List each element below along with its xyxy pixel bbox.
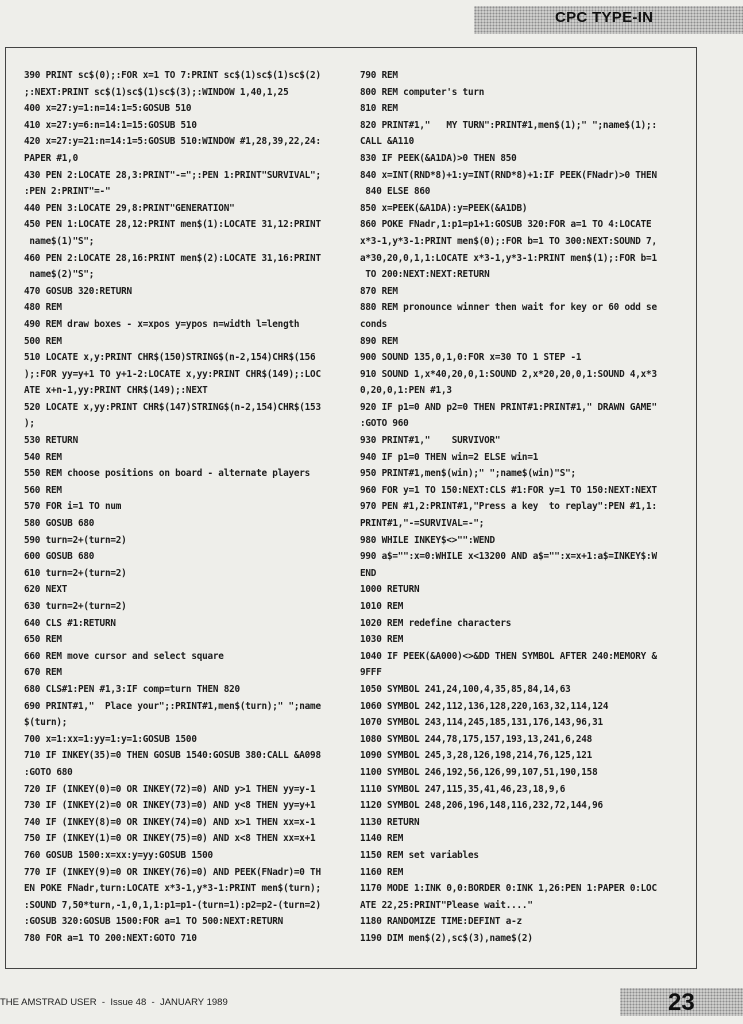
code-line: 680 CLS#1:PEN #1,3:IF comp=turn THEN 820 [24, 683, 240, 695]
code-line: ATE 22,25:PRINT"Please wait...." [360, 899, 533, 911]
code-line: 1140 REM [360, 833, 404, 845]
code-line: 500 REM [24, 335, 62, 347]
code-line: 970 PEN #1,2:PRINT#1,"Press a key to replay":PEN #1,1: [360, 501, 657, 513]
code-line: 520 LOCATE x,yy:PRINT CHR$(147)STRING$(n-2,154)CHR$(153 [24, 401, 321, 413]
code-line: 390 PRINT sc$(0);:FOR x=1 TO 7:PRINT sc$(1)sc$(1)sc$(2) [24, 70, 321, 81]
code-line: ATE x+n-1,yy:PRINT CHR$(149);:NEXT [24, 385, 208, 397]
code-line: 640 CLS #1:RETURN [24, 617, 116, 629]
code-line: 760 GOSUB 1500:x=xx:y=yy:GOSUB 1500 [24, 849, 213, 861]
code-line: name$(1)"S"; [24, 235, 95, 247]
code-line: 550 REM choose positions on board - alternate players [24, 468, 311, 480]
code-line: 950 PRINT#1,men$(win);" ";name$(win)"S"; [360, 468, 576, 480]
code-line: 790 REM [360, 70, 398, 81]
code-line: 1180 RANDOMIZE TIME:DEFINT a-z [360, 916, 522, 928]
code-line: x*3-1,y*3-1:PRINT men$(0);:FOR b=1 TO 300:NEXT:SOUND 7, [360, 235, 657, 247]
code-line: 530 RETURN [24, 435, 78, 447]
code-line: 1060 SYMBOL 242,112,136,128,220,163,32,114,124 [360, 700, 609, 712]
code-line: 510 LOCATE x,y:PRINT CHR$(150)STRING$(n-2,154)CHR$(156 [24, 352, 316, 364]
code-line: 930 PRINT#1," SURVIVOR" [360, 435, 501, 447]
code-line: 1050 SYMBOL 241,24,100,4,35,85,84,14,63 [360, 683, 571, 695]
code-line: 1170 MODE 1:INK 0,0:BORDER 0:INK 1,26:PEN 1:PAPER 0:LOC [360, 883, 657, 895]
code-line: 460 PEN 2:LOCATE 28,16:PRINT men$(2):LOCATE 31,16:PRINT [24, 252, 321, 264]
code-line: 870 REM [360, 285, 398, 297]
code-line: EN POKE FNadr,turn:LOCATE x*3-1,y*3-1:PRINT men$(turn); [24, 883, 321, 895]
code-line: 580 GOSUB 680 [24, 518, 95, 530]
code-line: 400 x=27:y=1:n=14:1=5:GOSUB 510 [24, 103, 192, 115]
code-line: PRINT#1,"-=SURVIVAL=-"; [360, 518, 485, 530]
code-line: 1150 REM set variables [360, 849, 479, 861]
listing-column-left [24, 68, 321, 947]
section-title: CPC TYPE-IN [555, 9, 654, 26]
code-line: ); [24, 418, 35, 430]
code-line: 850 x=PEEK(&A1DA):y=PEEK(&A1DB) [360, 202, 528, 214]
code-line: CALL &A110 [360, 136, 414, 148]
code-line: 810 REM [360, 103, 398, 115]
code-line: :GOSUB 320:GOSUB 1500:FOR a=1 TO 500:NEXT:RETURN [24, 916, 284, 928]
code-line: 780 FOR a=1 TO 200:NEXT:GOTO 710 [24, 932, 197, 944]
code-line: 830 IF PEEK(&A1DA)>0 THEN 850 [360, 152, 517, 164]
code-line: 1000 RETURN [360, 584, 420, 596]
code-line: 1100 SYMBOL 246,192,56,126,99,107,51,190,158 [360, 766, 598, 778]
code-line: PAPER #1,0 [24, 152, 78, 164]
code-line: 740 IF (INKEY(8)=0 OR INKEY(74)=0) AND x>1 THEN xx=x-1 [24, 816, 316, 828]
code-line: 1080 SYMBOL 244,78,175,157,193,13,241,6,248 [360, 733, 593, 745]
code-line: 630 turn=2+(turn=2) [24, 601, 127, 612]
code-line: 690 PRINT#1," Place your";:PRINT#1,men$(turn);" ";name [24, 700, 321, 712]
code-line: 1030 REM [360, 634, 404, 646]
code-line: 910 SOUND 1,x*40,20,0,1:SOUND 2,x*20,20,0,1:SOUND 4,x*3 [360, 368, 657, 380]
code-line: 1090 SYMBOL 245,3,28,126,198,214,76,125,121 [360, 750, 593, 762]
code-line: 1160 REM [360, 866, 404, 878]
code-line: 900 SOUND 135,0,1,0:FOR x=30 TO 1 STEP -1 [360, 352, 582, 364]
code-line: 570 FOR i=1 TO num [24, 501, 122, 513]
code-line: 650 REM [24, 634, 62, 646]
code-line: 710 IF INKEY(35)=0 THEN GOSUB 1540:GOSUB 380:CALL &A098 [24, 750, 321, 762]
code-line: 960 FOR y=1 TO 150:NEXT:CLS #1:FOR y=1 TO 150:NEXT:NEXT [360, 484, 657, 496]
code-line: 660 REM move cursor and select square [24, 650, 224, 662]
code-line: :GOTO 680 [24, 766, 73, 778]
code-line: 890 REM [360, 335, 398, 347]
code-line: :PEN 2:PRINT"=-" [24, 186, 111, 198]
code-line: a*30,20,0,1,1:LOCATE x*3-1,y*3-1:PRINT men$(1);:FOR b=1 [360, 252, 657, 264]
magazine-footer: THE AMSTRAD USER - Issue 48 - JANUARY 1989 [0, 997, 228, 1008]
code-line: 0,20,0,1:PEN #1,3 [360, 385, 452, 397]
code-line: 490 REM draw boxes - x=xpos y=ypos n=width l=length [24, 318, 300, 330]
code-line: 9FFF [360, 667, 382, 679]
code-line: 1190 DIM men$(2),sc$(3),name$(2) [360, 932, 533, 944]
code-line: 1020 REM redefine characters [360, 617, 512, 629]
code-line: 840 ELSE 860 [360, 186, 431, 198]
code-line: 1070 SYMBOL 243,114,245,185,131,176,143,96,31 [360, 717, 603, 729]
code-line: :GOTO 960 [360, 418, 409, 430]
code-line: 1120 SYMBOL 248,206,196,148,116,232,72,144,96 [360, 800, 603, 812]
code-line: 880 REM pronounce winner then wait for key or 60 odd se [360, 302, 657, 314]
code-line: 730 IF (INKEY(2)=0 OR INKEY(73)=0) AND y<8 THEN yy=y+1 [24, 800, 316, 812]
code-line: 940 IF p1=0 THEN win=2 ELSE win=1 [360, 451, 539, 463]
code-line: name$(2)"S"; [24, 269, 95, 281]
code-line: 540 REM [24, 451, 62, 463]
code-line: 720 IF (INKEY(0)=0 OR INKEY(72)=0) AND y>1 THEN yy=y-1 [24, 783, 316, 795]
listing-column-right [360, 68, 657, 947]
code-line: TO 200:NEXT:NEXT:RETURN [360, 269, 490, 281]
code-line: 700 x=1:xx=1:yy=1:y=1:GOSUB 1500 [24, 733, 197, 745]
code-line: 610 turn=2+(turn=2) [24, 567, 127, 579]
code-line: 1010 REM [360, 601, 404, 612]
code-line: 430 PEN 2:LOCATE 28,3:PRINT"-=";:PEN 1:PRINT"SURVIVAL"; [24, 169, 321, 181]
code-line: 840 x=INT(RND*8)+1:y=INT(RND*8)+1:IF PEEK(FNadr)>0 THEN [360, 169, 657, 181]
code-line: 920 IF p1=0 AND p2=0 THEN PRINT#1:PRINT#1," DRAWN GAME" [360, 401, 657, 413]
code-line: 440 PEN 3:LOCATE 29,8:PRINT"GENERATION" [24, 202, 235, 214]
code-line: 820 PRINT#1," MY TURN":PRINT#1,men$(1);" ";name$(1);: [360, 119, 657, 131]
code-line: 420 x=27:y=21:n=14:1=5:GOSUB 510:WINDOW #1,28,39,22,24: [24, 136, 321, 148]
code-line: 670 REM [24, 667, 62, 679]
code-line: 860 POKE FNadr,1:p1=p1+1:GOSUB 320:FOR a=1 TO 4:LOCATE [360, 219, 652, 231]
code-line: 590 turn=2+(turn=2) [24, 534, 127, 546]
code-line: 1040 IF PEEK(&A000)<>&DD THEN SYMBOL AFTER 240:MEMORY & [360, 650, 657, 662]
code-line: 410 x=27:y=6:n=14:1=15:GOSUB 510 [24, 119, 197, 131]
code-line: );:FOR yy=y+1 TO y+1-2:LOCATE x,yy:PRINT CHR$(149);:LOC [24, 368, 321, 380]
code-line: 470 GOSUB 320:RETURN [24, 285, 132, 297]
code-line: 750 IF (INKEY(1)=0 OR INKEY(75)=0) AND x<8 THEN xx=x+1 [24, 833, 316, 845]
code-line: ;:NEXT:PRINT sc$(1)sc$(1)sc$(3);:WINDOW 1,40,1,25 [24, 86, 289, 98]
code-line: 800 REM computer's turn [360, 86, 485, 98]
code-line: conds [360, 318, 387, 330]
page-number: 23 [668, 989, 695, 1016]
code-line: 560 REM [24, 484, 62, 496]
code-line: 1110 SYMBOL 247,115,35,41,46,23,18,9,6 [360, 783, 566, 795]
code-line: :SOUND 7,50*turn,-1,0,1,1:p1=p1-(turn=1):p2=p2-(turn=2) [24, 899, 321, 911]
code-line: 620 NEXT [24, 584, 68, 596]
code-line: 770 IF (INKEY(9)=0 OR INKEY(76)=0) AND PEEK(FNadr)=0 TH [24, 866, 321, 878]
code-line: 1130 RETURN [360, 816, 420, 828]
code-line: 450 PEN 1:LOCATE 28,12:PRINT men$(1):LOCATE 31,12:PRINT [24, 219, 321, 231]
code-line: $(turn); [24, 717, 68, 729]
code-line: 980 WHILE INKEY$<>"":WEND [360, 534, 495, 546]
code-line: END [360, 567, 377, 579]
code-line: 600 GOSUB 680 [24, 551, 95, 563]
code-line: 990 a$="":x=0:WHILE x<13200 AND a$="":x=x+1:a$=INKEY$:W [360, 551, 657, 563]
code-line: 480 REM [24, 302, 62, 314]
